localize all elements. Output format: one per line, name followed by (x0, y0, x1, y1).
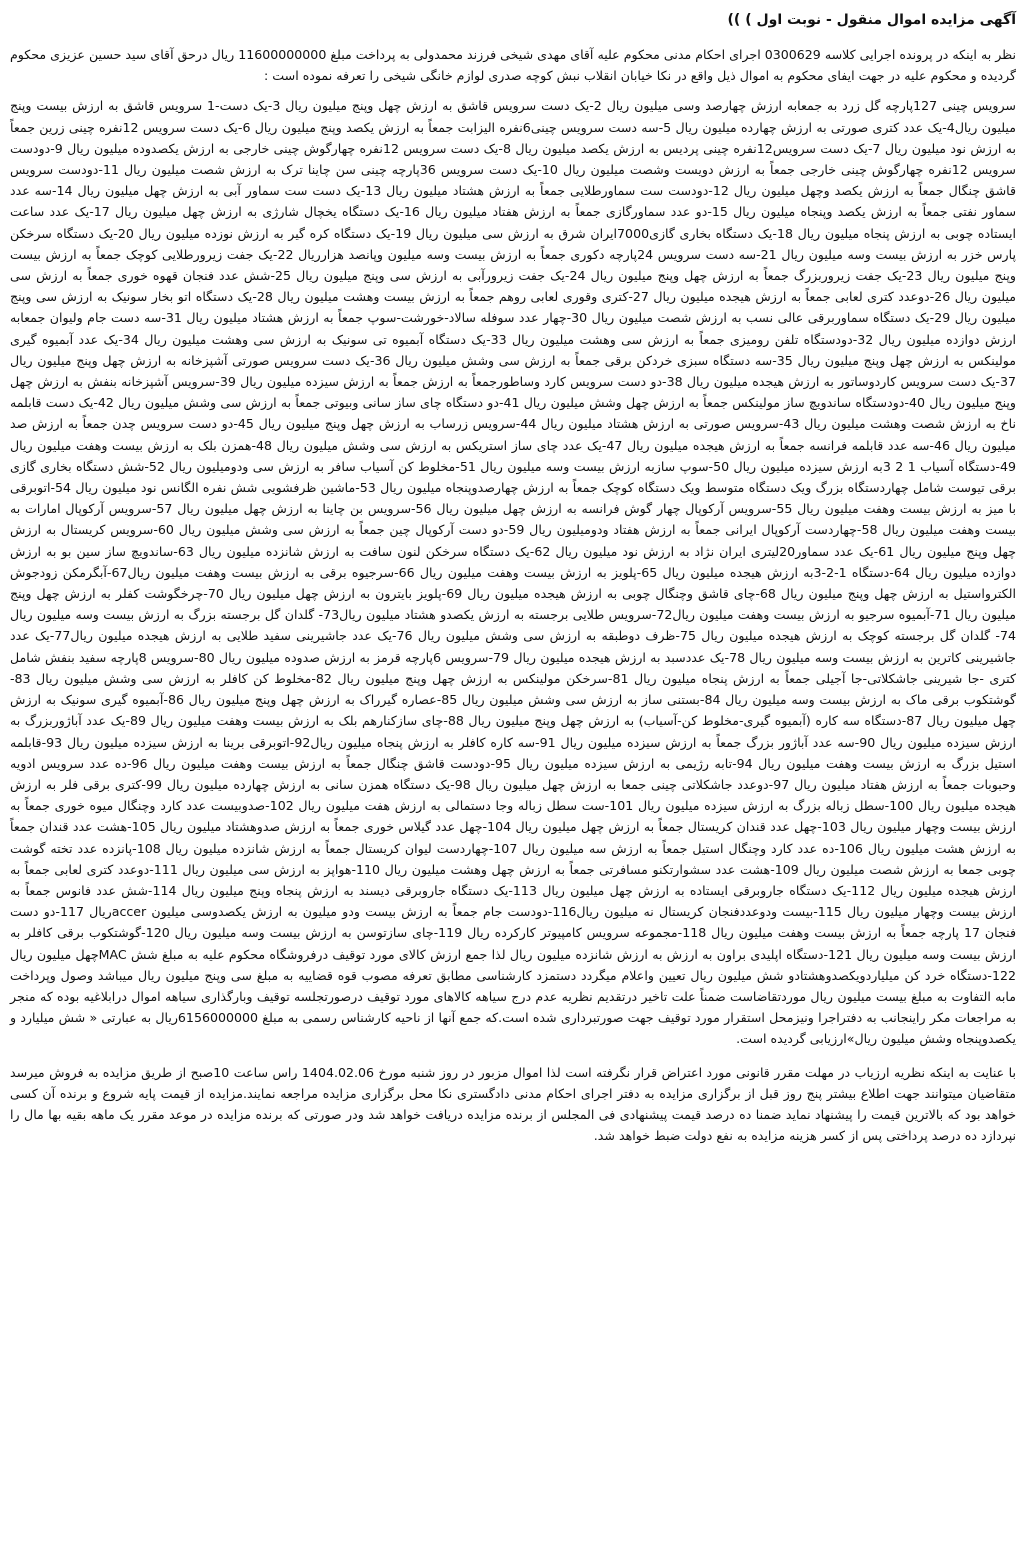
intro-paragraph: نظر به اینکه در پرونده اجرایی کلاسه 0300629 اجرای احکام مدنی محکوم علیه آقای مهدی شیخی فرزند محمدولی به پرداخت مبلغ 11600000000 ریال درحق آقای سید حسین عزیزی محکوم گردیده و محکوم علیه در جهت ایفای محکوم به اموال ذیل واقع در نکا خیابان انقلاب نبش کوچه صدری لوازم خانگی شیخی را تعرفه نموده است : (10, 47, 1016, 84)
items-list-paragraph: سرویس چینی 127پارچه گل زرد به جمعابه ارزش چهارصد وسی میلیون ریال 2-یک دست سرویس قاشق به ارزش چهل وپنج میلیون ریال 3-یک دست-1 سرویس قاشق به ارزش بیست وپنج میلیون ریال4-یک عدد کتری صورتی به ارزش چهارده میلیون ریال 5-سه دست سرویس چینی6نفره الیزابت جمعاً به ارزش یکصد وپنج میلیون ریال 6-یک دست سرویس 12نفره چینی زرین جمعاً به ارزش نود میلیون ریال 7-یک دست سرویس12نفره چینی پردیس به ارزش یکصد میلیون ریال 8-یک دست سرویس 12نفره چهارگوش چینی خارجی به ارزش یکصدوده میلیون ریال 9-دودست سرویس 12نفره چهارگوش چینی خارجی جمعاً به ارزش دویست وشصت میلیون ریال 10-یک دست سرویس 36پارچه چینی سن چاینا ترک به ارزش شصت میلیون ریال 11-دودست سرویس قاشق چنگال جمعاً به ارزش یکصد وچهل میلیون ریال 12-دودست ست سماورطلایی جمعاً به ارزش هشتاد میلیون ریال 13-یک دست ست سماور آبی به ارزش چهل میلیون ریال 14-سه عدد سماور نفتی جمعاً به ارزش یکصد وپنجاه میلیون ریال 15-دو عدد سماورگازی جمعاً به ارزش هفتاد میلیون ریال 16-یک دستگاه یخچال شارژی به ارزش چهل میلیون ریال 17-یک عدد ساعت ایستاده چوبی به ارزش پنجاه میلیون ریال 18-یک دستگاه بخاری گازی7000ایران شرق به ارزش سی میلیون ریال 19-یک دستگاه کره گیر به ارزش نوزده میلیون ریال 20-یک دستگاه سرخکن پارس خزر به ارزش بیست وسه میلیون ریال 21-سه دست سرویس 24پارچه دکوری جمعاً به ارزش بیست وسه میلیون وپانصد هزارریال 22-یک جفت زیرورطلایی کوچک جمعاً به ارزش بیست وپنج میلیون ریال 23-یک جفت زیروربزرگ جمعاً به ارزش چهل وپنج میلیون ریال 24-یک جفت زیرورآبی به ارزش سی وپنج میلیون ریال 25-شش عدد فنجان قهوه خوری جمعاً به ارزش سی میلیون ریال 26-دوعدد کتری لعابی جمعاً به ارزش هیجده میلیون ریال 27-کتری وقوری لعابی روهم جمعاً به ارزش بیست وهشت میلیون ریال 28-یک دستگاه اتو بخار سونیک به ارزش سی وپنج میلیون ریال 29-یک دستگاه سماوربرقی عالی نسب به ارزش شصت میلیون ریال 30-چهار عدد سوفله سالاد-خورشت-سوپ جمعاً به ارزش هشتاد میلیون ریال 31-سه دست جام ولیوان جمعابه ارزش دوازده میلیون ریال 32-دودستگاه تلفن رومیزی جمعاً به ارزش سی وهشت میلیون ریال 33-یک دستگاه آبمیوه تی سونیک به ارزش سی وهشت میلیون ریال 34-یک عدد آبمیوه گیری مولینکس به ارزش چهل وپنج میلیون ریال 35-سه دستگاه سبزی خردکن برقی جمعاً به ارزش سی وشش میلیون ریال 36-یک دست سرویس صورتی آشپزخانه به ارزش چهل وپنج میلیون ریال 37-یک دست سرویس کاردوساتور به ارزش هیجده میلیون ریال 38-دو دست سرویس کارد وساطورجمعاً به ارزش جمعاً به ارزش سیزده میلیون ریال 39-سرویس آشپزخانه بنفش به ارزش چهل وپنج میلیون ریال 40-دودستگاه ساندویچ ساز مولینکس جمعاً به ارزش چهل وشش میلیون ریال 41-دو دستگاه چای ساز سانی وبیوتی جمعاً به ارزش سی وشش میلیون ریال 42-یک دست قابلمه ناخ به ارزش شصت وهشت میلیون ریال 43-سرویس صورتی به ارزش هشتاد میلیون ریال 44-سرویس زرساب به ارزش چهل وپنج میلیون ریال 45-دو دست سرویس چدن جمعاً به ارزش صد میلیون ریال 46-سه عدد قابلمه فرانسه جمعاً به ارزش هیجده میلیون ریال 47-یک عدد چای ساز استریکس به ارزش سی وشش میلیون ریال 48-همزن بلک به ارزش بیست وهفت میلیون ریال 49-دستگاه آسیاب 1 2 3به ارزش سیزده میلیون ریال 50-سوپ سازبه ارزش بیست وسه میلیون ریال 51-مخلوط کن آسیاب سافر به ارزش سی ودومیلیون ریال 52-شش دستگاه بخاری گازی برقی تیوست شامل چهاردستگاه بزرگ ویک دستگاه متوسط ویک دستگاه کوچک جمعاً به ارزش چهارصدوپنجاه میلیون ریال 53-ماشین ظرفشویی شش نفره الگانس نود میلیون ریال 54-اتوبرقی با میز به ارزش بیست وهفت میلیون ریال 55-سرویس آرکوپال چهار گوش فرانسه به ارزش چهل میلیون ریال 56-سرویس بن چاینا به ارزش چهل میلیون ریال 57-سرویس آرکوپال امارات به بیست وهفت میلیون ریال 58-چهاردست آرکوپال ایرانی جمعاً به ارزش هفتاد ودومیلیون ریال 59-دو دست آرکوپال چین جمعاً به ارزش سی وشش میلیون ریال 60-سرویس کریستال به ارزش چهل وپنج میلیون ریال 61-یک عدد سماور20لیتری ایران نژاد به ارزش نود میلیون ریال 62-یک دستگاه سرخکن لنون سافت به ارزش شانزده میلیون ریال 63-ساندویچ ساز سین بو به ارزش دوازده میلیون ریال 64-دستگاه 1-2-3به ارزش هیجده میلیون ریال 65-پلویز به ارزش بیست وهفت میلیون ریال 66-سرجیوه برقی به ارزش بیست وهفت میلیون ریال67-آبگرمکن زودجوش الکترواستیل به ارزش چهل وپنج میلیون ریال 68-چای قاشق وچنگال چوبی به ارزش هیجده میلیون ریال 69-پلویز بایترون به ارزش چهل میلیون ریال 70-چرخگوشت کفلر به ارزش چهل وپنج میلیون ریال 71-آبمیوه سرجیو به ارزش بیست وهفت میلیون ریال72-سرویس طلایی برجسته به ارزش یکصدو هشتاد میلیون ریال73- گلدان گل برجسته بزرگ به ارزش بیست وسه میلیون ریال 74- گلدان گل برجسته کوچک به ارزش هیجده میلیون ریال 75-ظرف دوطبقه به ارزش سی وشش میلیون ریال 76-یک عدد جاشیرینی سفید طلایی به ارزش هیجده میلیون ریال77-یک عدد جاشیرینی کاترین به ارزش بیست وسه میلیون ریال 78-یک عددسبد به ارزش هیجده میلیون ریال 79-سرویس 6پارچه قرمز به ارزش صدوده میلیون ریال 80-سرویس 8پارچه سفید بنفش شامل کتری -جا شیرینی جاشکلاتی-جا آجیلی جمعاً به ارزش پنجاه میلیون ریال 81-سرخکن مولینکس به ارزش چهل وپنج میلیون ریال 82-مخلوط کن کافلر به ارزش سی وشش میلیون ریال 83-گوشتکوب برقی ماک به ارزش بیست وسه میلیون ریال 84-بستنی ساز به ارزش سی وشش میلیون ریال 85-عصاره گیرراک به ارزش چهل وپنج میلیون ریال 86-آبمیوه گیری سونیک به ارزش چهل میلیون ریال 87-دستگاه سه کاره (آبمیوه گیری-مخلوط کن-آسیاب) به ارزش چهل وپنج میلیون ریال 88-چای سازکنارهم بلک به ارزش بیست وهفت میلیون ریال 89-یک عدد آباژوربزرگ به ارزش سیزده میلیون ریال 90-سه عدد آباژور بزرگ جمعاً به ارزش سیزده میلیون ریال 91-سه کاره کافلر به ارزش پنجاه میلیون ریال92-اتوبرقی برینا به ارزش سیزده میلیون ریال 93-قابلمه استیل بزرگ به ارزش بیست وهفت میلیون ریال 94-تابه رژیمی به ارزش سیزده میلیون ریال 95-دودست قاشق چنگال جمعاً به ارزش بیست وهفت میلیون ریال 96-ده عدد سرویس ادویه وحبوبات جمعاً به ارزش هفتاد میلیون ریال 97-دوعدد جاشکلاتی چینی جمعا به ارزش چهل میلیون ریال 98-یک دستگاه همزن سانی به ارزش چهارده میلیون ریال 99-کتری برقی فلر به ارزش هیجده میلیون ریال 100-سطل زباله بزرگ به ارزش سیزده میلیون ریال 101-ست سطل زباله وجا دستمالی به ارزش هفت میلیون ریال 102-صدوبیست عدد کارد وچنگال میوه خوری جمعاً به ارزش بیست وچهار میلیون ریال 103-چهل عدد قندان کریستال جمعاً به ارزش چهل میلیون ریال 104-چهل عدد گیلاس خوری جمعاً به ارزش صدوهشتاد میلیون ریال 105-هشت عدد قندان جمعاً به ارزش هشت میلیون ریال 106-ده عدد کارد وچنگال استیل جمعاً به ارزش سه میلیون ریال 107-چهاردست لیوان کریستال جمعاً به ارزش شانزده میلیون ریال 108-پانزده عدد تخته گوشت چوبی جمعا به ارزش شصت میلیون ریال 109-هشت عدد سشوارتکنو مسافرتی جمعاً به ارزش چهل وهشت میلیون ریال 110-هواپز به ارزش سی میلیون ریال 111-دوعدد کتری لعابی جمعاً به ارزش هیجده میلیون ریال 112-یک دستگاه جاروبرقی ایستاده به ارزش چهل میلیون ریال 113-یک دستگاه جاروبرقی دیسند به ارزش پنجاه وپنج میلیون ریال 114-شش عدد فانوس جمعاً به ارزش بیست وچهار میلیون ریال 115-بیست ودوعددفنجان کریستال نه میلیون ریال116-دودست جام جمعاً به ارزش بیست ودو میلیون به ارزش یکصدوسی میلیون accerریال 117-دو دست فنجان 17 پارچه جمعاً به ارزش بیست وهفت میلیون ریال 118-مجموعه سرویس کامپیوتر کارکرده ریال 119-چای سازتوسن به ارزش بیست وسه میلیون ریال 120-گوشتکوب برقی کافلر به ارزش بیست وسه میلیون ریال 121-دستگاه اپلیدی براون به ارزش به ارزش شانزده میلیون ریال لذا جمع ارزش کالای مورد توقیف درفروشگاه محکوم علیه به مبلغ شش MACچهل میلیون ریال 122-دستگاه خرد کن میلیاردویکصدوهشتادو شش میلیون ریال تعیین واعلام میگردد دستمزد کارشناسی مطابق تعرفه مصوب قوه قضاییه به مبلغ سی وپنج میلیون ریال میباشد وصول وپرداخت مابه التفاوت به مبلغ بیست میلیون ریال موردتقاضاست ضمناً علت تاخیر درتقدیم نظریه عدم درج سیاهه کالاهای مورد توقیف درصورتجلسه توقیف وبارگذاری سیاهه اموال درابلاغیه بوده که منجر به مراجعات مکر راینجانب به دفتراجرا ونیزمحل استقرار مورد توقیف جهت صورتبرداری شده است.که جمع آنها از ناحیه کارشناس رسمی به مبلغ 6156000000ریال به عبارتی « شش میلیارد و یکصدوپنجاه وشش میلیون ریال»ارزیابی گردیده است. (10, 98, 1017, 1047)
notice-title: آگهی مزایده اموال منقول - نوبت اول ) )) (727, 12, 1016, 28)
auction-terms-paragraph: با عنایت به اینکه نظریه ارزیاب در مهلت مقرر قانونی مورد اعتراض قرار نگرفته است لذا اموال مزبور در روز شنبه مورخ 1404.02.06 راس ساعت 10صبح از طریق مزایده به فروش میرسد متقاضیان میتوانند جهت اطلاع بیشتر پنج روز قبل از برگزاری مزایده به دفتر اجرای احکام مدنی دادگستری نکا محل برگزاری مزایده مراجعه نمایند.مزایده از قیمت پایه شروع و برنده آن کسی خواهد بود که بالاترین قیمت را پیشنهاد نماید ضمنا ده درصد قیمت پیشنهادی فی المجلس از برنده مزایده دریافت خواهد شد ودر صورتی که برنده مزایده در موعد مقرر یک ماهه بقیه بها مال را نپردازد ده درصد پرداختی پس از کسر هزینه مزایده به نفع دولت ضبط خواهد شد. (10, 1064, 1016, 1144)
